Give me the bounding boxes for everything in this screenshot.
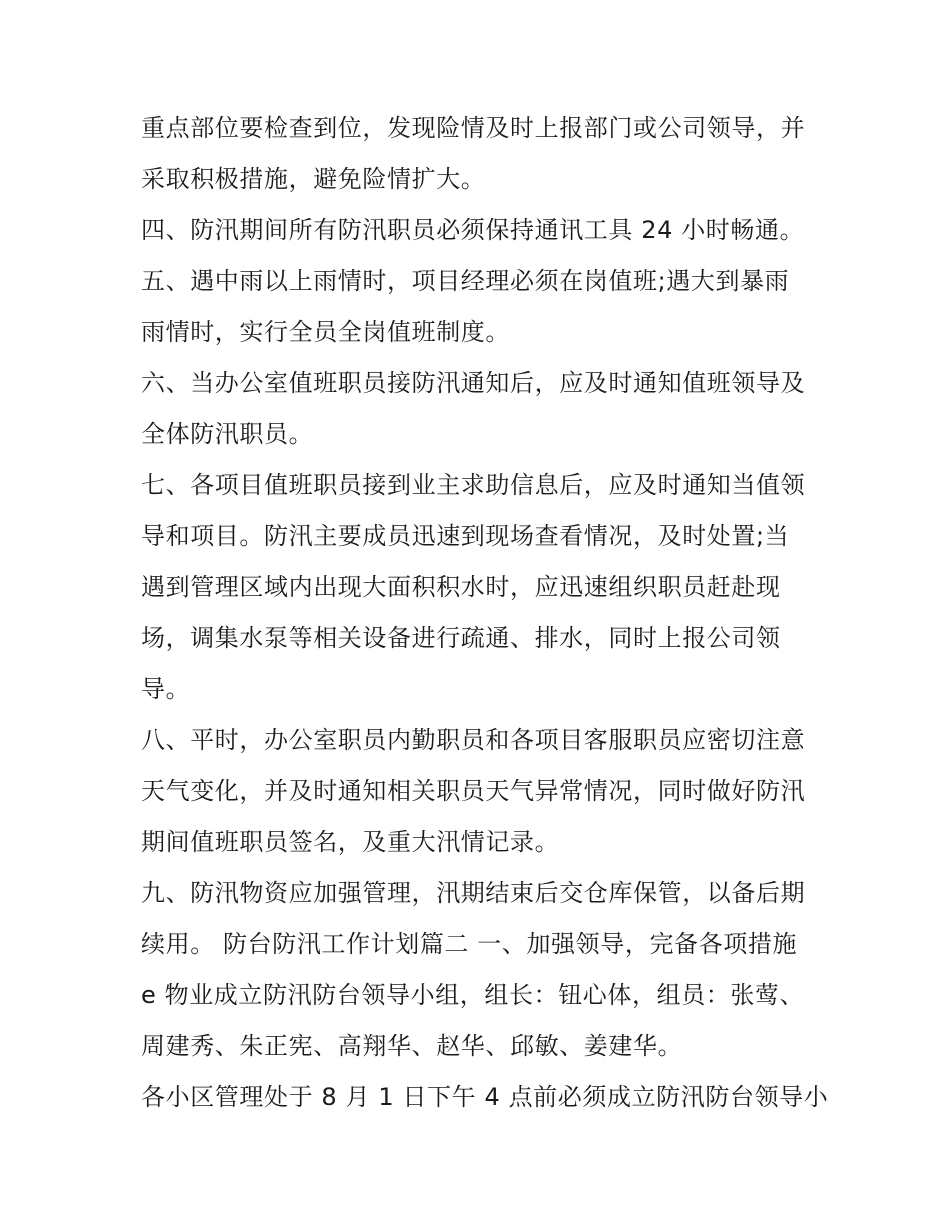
text-line: 雨情时，实行全员全岗值班制度。 (141, 318, 510, 346)
text-line: 遇到管理区域内出现大面积积水时，应迅速组织职员赶赴现 (141, 573, 781, 601)
text-line: 采取积极措施，避免险情扩大。 (141, 165, 486, 193)
text-line: 周建秀、朱正宪、高翔华、赵华、邱敏、姜建华。 (141, 1032, 683, 1060)
text-line: 天气变化，并及时通知相关职员天气异常情况，同时做好防汛 (141, 777, 806, 805)
text-line: e 物业成立防汛防台领导小组，组长：钮心体，组员：张莺、 (141, 981, 805, 1009)
text-line: 全体防汛职员。 (141, 420, 314, 448)
text-line: 续用。 防台防汛工作计划篇二 一、加强领导，完备各项措施 (141, 930, 798, 958)
text-line: 八、平时，办公室职员内勤职员和各项目客服职员应密切注意 (141, 726, 806, 754)
text-line: 九、防汛物资应加强管理，汛期结束后交仓库保管，以备后期 (141, 879, 806, 907)
text-line: 四、防汛期间所有防汛职员必须保持通讯工具 24 小时畅通。 (141, 216, 805, 244)
text-line: 七、各项目值班职员接到业主求助信息后，应及时通知当值领 (141, 471, 806, 499)
text-line: 五、遇中雨以上雨情时，项目经理必须在岗值班;遇大到暴雨 (141, 267, 790, 295)
text-line: 导。 (141, 675, 191, 703)
text-line: 各小区管理处于 8 月 1 日下午 4 点前必须成立防汛防台领导小 (141, 1083, 829, 1111)
text-line: 场，调集水泵等相关设备进行疏通、排水，同时上报公司领 (141, 624, 781, 652)
text-line: 期间值班职员签名，及重大汛情记录。 (141, 828, 560, 856)
text-line: 六、当办公室值班职员接防汛通知后，应及时通知值班领导及 (141, 369, 806, 397)
text-line: 导和项目。防汛主要成员迅速到现场查看情况，及时处置;当 (141, 522, 790, 550)
text-line: 重点部位要检查到位，发现险情及时上报部门或公司领导，并 (141, 114, 806, 142)
